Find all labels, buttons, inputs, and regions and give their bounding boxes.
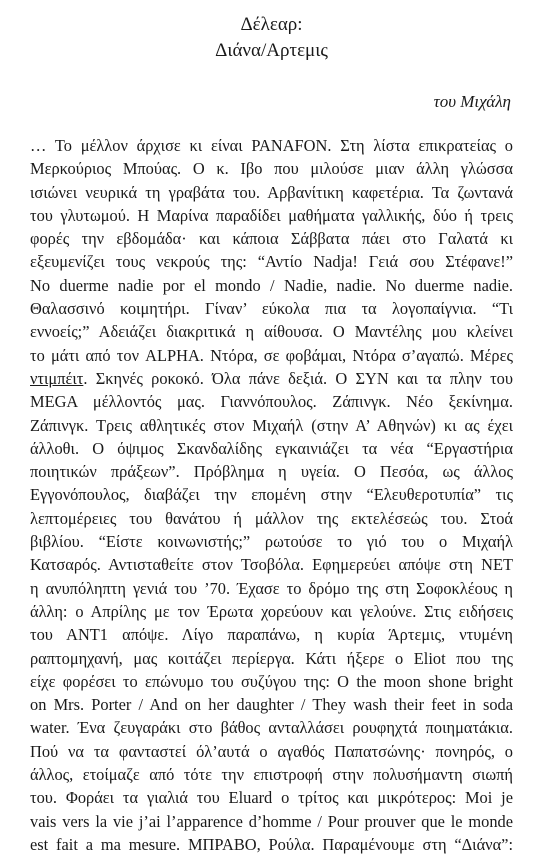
text-line: άλλος, ετοίμαζε από τότε την επιστροφή στην πολυσήμαντη σιωπή	[30, 765, 513, 785]
page-subtitle: Διάνα/Αρτεμις	[215, 40, 328, 61]
text-line: η ανυπόληπτη γενιά του ’70. Έχασε το δρόμο της στη Σοφοκλέους η	[30, 578, 513, 598]
text-line: ραπτομηχανή, μας κοιτάζει περίεργα. Κάτι ήξερε ο Eliot που της	[30, 648, 513, 668]
underlined-word: ντιμπέιτ	[30, 368, 84, 388]
text-line: MEGA μέλλοντός μας. Γιαννόπουλος. Ζάπινγκ. Νέο ξεκίνημα.	[30, 392, 513, 412]
text-line: Θαλασσινό κοιμητήρι. Γίναν’ εύκολα πια τα λογοπαίγνια. “Τι	[30, 299, 513, 319]
text-line: εξευμενίζει τους νεκρούς της: “Αντίο Nadja! Γειά σου Στέφανε!”	[30, 252, 513, 272]
text-line: του γλυτωμού. Η Μαρίνα παραδίδει μαθήματα γαλλικής, δύο ή τρεις	[30, 205, 513, 225]
text-line: εννοείς;” Αδειάζει διακριτικά η αίθουσα. Ο Μαντέλης μου κλείνει	[30, 322, 513, 342]
text-line: Εγγονόπουλος, διαβάζει την επομένη στην “Ελευθεροτυπία” τις	[30, 485, 513, 505]
text-line: on Mrs. Porter / And on her daughter / They wash their feet in soda	[30, 695, 513, 715]
author-attribution: του Μιχάλη	[433, 92, 511, 111]
text-line: water. Ένα ζευγαράκι στο βάθος ανταλλάσει ρουφηχτά ποιηματάκια.	[30, 718, 513, 738]
text-line: του ΑΝΤ1 απόψε. Λίγο παραπάνω, η κυρία Άρτεμις, ντυμένη	[30, 625, 513, 645]
text-line-rest: . Σκηνές ροκοκό. Όλα πάνε δεξιά. Ο ΣΥΝ και τα πλην του	[83, 368, 513, 388]
text-line: … Το μέλλον άρχισε κι είναι PANAFON. Στη λίστα επικρατείας ο	[30, 136, 513, 155]
text-line: βιβλίου. “Είστε κοινωνιστής;” ρωτούσε το γιό του ο Μιχαήλ	[30, 532, 513, 552]
text-line: είχε φορέσει το επώνυμο του συζύγου της: O the moon shone bright	[30, 671, 513, 691]
text-line: ποιητικών πράξεων”. Πρόβλημα η υγεία. Ο Πεσόα, ως άλλος	[30, 462, 513, 482]
text-line: άλλοθι. Ο όψιμος Σκανδαλίδης εγκαινιάζει τα νέα “Εργαστήρια	[30, 438, 513, 458]
title-block	[30, 12, 513, 64]
text-line: φορές την εβδομάδα· και κάποια Σάββατα πάει στο Γαλατά κι	[30, 229, 513, 249]
text-line: Πού να τα φανταστεί όλ’αυτά ο αγαθός Παπατσώνης· πονηρός, ο	[30, 741, 513, 761]
text-line: λεπτομέρειες του θανάτου ή μάλλον της εκτελέσεώς του. Στοά	[30, 508, 513, 528]
text-line: vais vers la vie j’ai l’apparence d’homme / Pour prouver que le monde	[30, 811, 513, 831]
text-line: ισιώνει νευρικά τη γραβάτα του. Αρβανίτικη καφετέρια. Τα ζωντανά	[30, 182, 513, 202]
text-line: άλλη: ο Απρίλης με τον Έρωτα χορεύουν και γελούνε. Στις ειδήσεις	[30, 601, 513, 621]
text-line: Κατσαρός. Αντισταθείτε στον Τσοβόλα. Εφημερεύει απόψε στη ΝΕΤ	[30, 555, 513, 575]
text-line: Ζάπινγκ. Τρεις αθλητικές στον Μιχαήλ (στην Α’ Αθηνών) κι ας έχει	[30, 415, 513, 435]
text-line: το μάτι από τον ALPHA. Ντόρα, σε φοβάμαι, Ντόρα σ’αγαπώ. Μέρες	[30, 345, 513, 365]
text-line-underlined	[30, 367, 513, 390]
text-line: Μερκούριος Μπούας. Ο κ. Ιβο που μιλούσε μιαν άλλη γλώσσα	[30, 159, 513, 179]
poem-body	[30, 134, 513, 856]
text-line: est fait a ma mesure. ΜΠΡΑΒΟ, Ρούλα. Παραμένουμε στη “Διάνα”:	[30, 834, 513, 854]
page-title: Δέλεαρ:	[240, 14, 303, 35]
text-line: No duerme nadie por el mondo / Nadie, nadie. No duerme nadie.	[30, 275, 513, 295]
text-line: του. Φοράει τα γιαλιά του Eluard ο τρίτος και μικρότερος: Moi je	[30, 788, 513, 808]
